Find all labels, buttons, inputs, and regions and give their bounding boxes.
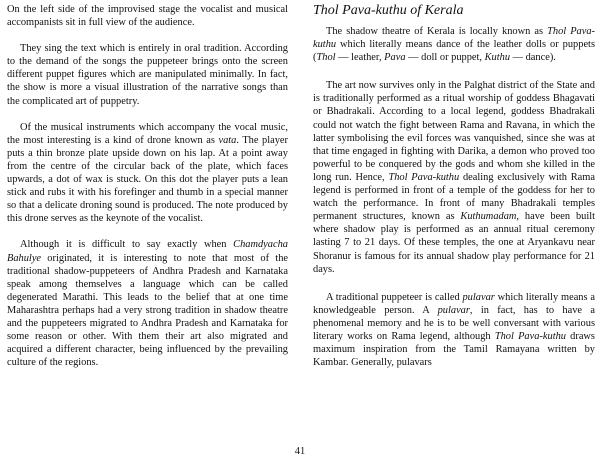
italic-term: pulavar — [437, 304, 470, 316]
italic-term: pulavar — [462, 291, 495, 303]
paragraph: Of the musical instruments which accompany the vocal music, the most interesting is a kind of drone known as vata. The player puts a thin bronze plate upside down on his lap. At a point away from the centre of the circular back of the plate, which faces upwards, a dot of wax is stuck. On this dot the player puts a lean stick and rubs it with his forefinger and thumb in a special manner so that a delicate droning sound is produced. The note produced by this drone serves as the keynote of the vocalist. — [7, 121, 288, 225]
italic-term: Kuthumadam — [460, 211, 517, 223]
right-column — [313, 3, 595, 369]
section-heading: Thol Pava-kuthu of Kerala — [313, 3, 464, 18]
page-number: 41 — [294, 446, 306, 457]
italic-term: Pava — [384, 52, 406, 64]
italic-term: Thol — [316, 52, 336, 64]
paragraph: A traditional puppeteer is called pulavar which literally means a knowledgeable person. A pulavar, in fact, has to have a phenomenal memory and he is to be well conversant with various literary works on Rama legend, although Thol Pava-kuthu draws maximum inspiration from the Tamil Ramayana written by Kambar. Generally, pulavars — [313, 291, 595, 369]
paragraph: On the left side of the improvised stage the vocalist and musical accompanists sit in full view of the audience. — [7, 4, 288, 29]
italic-term: Kuthu — [484, 52, 511, 64]
italic-term: Thol Pava-kuthu — [388, 171, 460, 183]
italic-term: Chamdyacha Bahulye — [7, 239, 288, 264]
italic-term: Thol Pava-kuthu — [313, 26, 596, 51]
italic-term: Thol Pava-kuthu — [494, 330, 566, 342]
italic-term: vata — [218, 134, 237, 146]
paragraph: The art now survives only in the Palghat district of the State and is traditionally performed as a ritual worship of goddess Bhagavati or Bhadrakali. According to a local legend, goddess Bhadrakali could not watch the fight between Rama and Ravana, in which the latter symbolising the evil forces was vanquished, since she was at that time engaged in fighting with Darika, a demon who proved too powerful to be conquered by the gods and whom she killed in the long run. Hence, Thol Pava-kuthu dealing exclusively with Rama legend is performed in front of a temple of the goddess for her to watch the performance. In front of many Bhadrakali temples permanent structures, known as Kuthumadam, have been built where shadow play is performed as an annual ritual ceremony lasting 7 to 21 days. Of these temples, the one at Aryankavu near Shoranur is famous for its annual shadow play performance for 21 days. — [313, 80, 595, 275]
paragraph: They sing the text which is entirely in oral tradition. According to the demand of the songs the puppeteer brings onto the screen different puppet figures which are manipulated minimally. In fact, the show is more a visual illustration of the narrative songs than the complicated art of puppetry. — [7, 43, 288, 107]
paragraph: The shadow theatre of Kerala is locally known as Thol Pava-kuthu which literally means dance of the leather dolls or puppets (Thol — leather, Pava — doll or puppet, Kuthu — dance). — [313, 26, 596, 64]
left-column — [7, 3, 288, 369]
paragraph: Although it is difficult to say exactly when Chamdyacha Bahulye originated, it is interesting to note that most of the traditional shadow-puppeteers of Andhra Pradesh and Karnataka speak among themselves a language which can be called degenerated Marathi. This leads to the belief that at one time Maharashtra perhaps had a very strong tradition in shadow theatre and the puppeteers migrated to Andhra Pradesh and Karnataka for some reason or other. With them their art also migrated and acquired a different character, being influenced by the prevailing culture of the regions. — [7, 239, 288, 369]
